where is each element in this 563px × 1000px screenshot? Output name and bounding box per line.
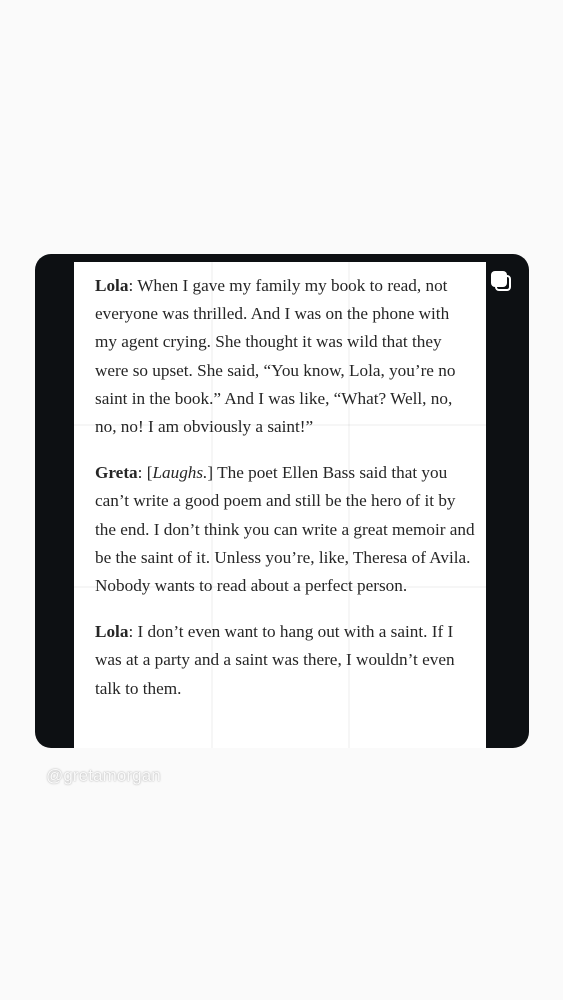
separator: : xyxy=(128,622,134,642)
speaker-name: Greta xyxy=(95,463,138,483)
separator: : xyxy=(128,276,134,295)
paragraph-text: The poet Ellen Bass said that you can’t write a good poem and still be the hero of it by the end. I don’t think you can write a great memoir and be the saint of it. Unless you’re, like, Theresa of Avila. Nobody wants to read about a perfect person. xyxy=(95,463,475,596)
paragraph-lola-2 xyxy=(95,618,475,703)
stage-direction: Laughs. xyxy=(152,463,208,483)
post-image xyxy=(74,262,486,748)
mention-sticker[interactable]: @gretamorgan xyxy=(46,766,161,785)
paragraph-text: I don’t even want to hang out with a saint. If I was at a party and a saint was there, I wouldn’t even talk to them. xyxy=(95,622,455,698)
paragraph-text: When I gave my family my book to read, not everyone was thrilled. And I was on the phone with my agent crying. She thought it was wild that they were so upset. She said, “You know, Lola, you’re no saint in the book.” And I was like, “What? Well, no, no, no! I am obviously a saint!” xyxy=(95,276,456,437)
interview-text xyxy=(95,272,475,721)
speaker-name: Lola xyxy=(95,622,129,642)
stage-bracket-open: [ xyxy=(146,463,153,483)
shared-post-card[interactable] xyxy=(35,254,529,748)
paragraph-lola-1 xyxy=(95,272,475,441)
stage-bracket-close: ] xyxy=(207,463,214,483)
paragraph-greta xyxy=(95,459,475,600)
carousel-multiple-icon xyxy=(491,271,513,293)
speaker-name: Lola xyxy=(95,276,129,295)
separator: : xyxy=(137,463,147,483)
